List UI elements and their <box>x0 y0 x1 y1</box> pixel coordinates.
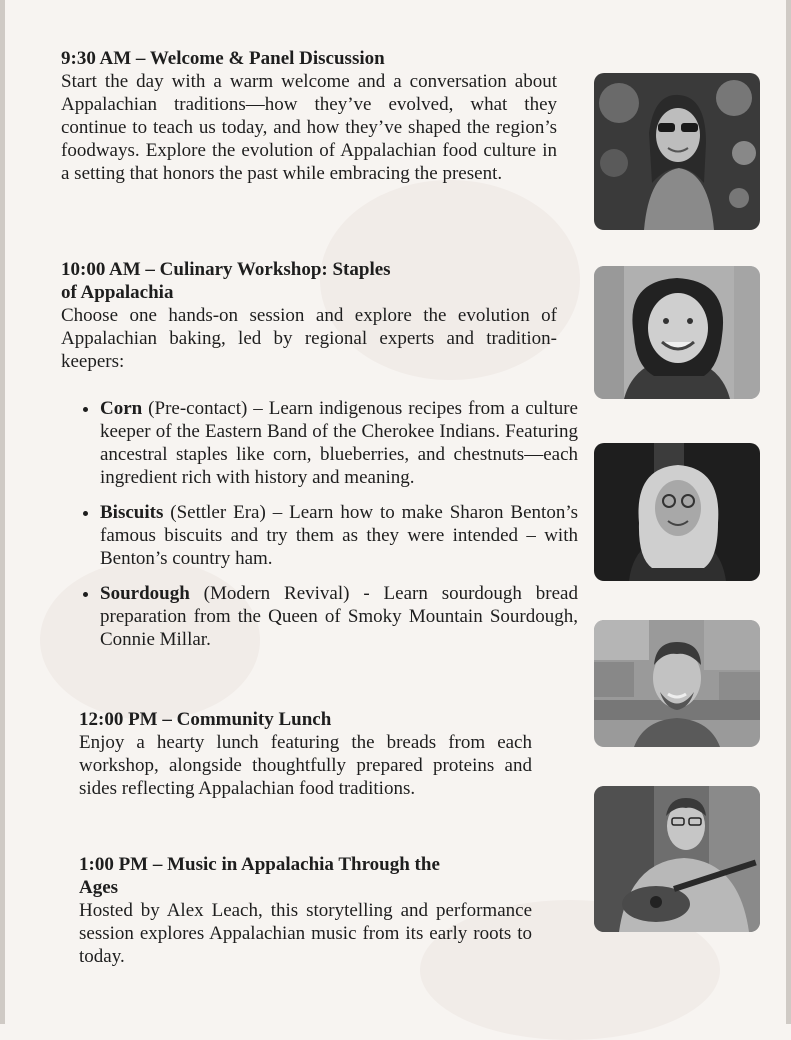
music-title-line2: Ages <box>79 877 119 898</box>
lunch-title: 12:00 PM – Community Lunch <box>79 709 332 730</box>
workshop-options-list <box>79 397 578 663</box>
workshop-section <box>61 258 557 373</box>
lunch-body: Enjoy a hearty lunch featuring the breads from each workshop, alongside thoughtfully prepared proteins and sides reflecting Appalachian food traditions. <box>79 732 532 799</box>
workshop-body: Choose one hands-on session and explore the evolution of Appalachian baking, led by regional experts and tradition-keepers: <box>61 305 557 372</box>
list-item <box>100 397 578 489</box>
list-item <box>100 501 578 570</box>
page-border-right <box>786 0 791 1024</box>
welcome-body: Start the day with a warm welcome and a conversation about Appalachian traditions—how they’ve evolved, what they continue to teach us today, and how they’ve shaped the region’s foodways. Explore the evolution of Appalachian food culture in a setting that honors the past while embracing the present. <box>61 71 557 184</box>
lunch-section <box>79 708 532 800</box>
item-name: Corn <box>100 398 143 419</box>
list-item <box>100 582 578 651</box>
item-desc: (Settler Era) – Learn how to make Sharon Benton’s famous biscuits and try them as they were intended – with Benton’s country ham. <box>100 502 578 569</box>
item-name: Biscuits <box>100 502 164 523</box>
welcome-title: 9:30 AM – Welcome & Panel Discussion <box>61 48 385 69</box>
panelist-photo-1 <box>594 73 760 230</box>
music-section <box>79 853 532 968</box>
workshop-title-line1: 10:00 AM – Culinary Workshop: Staples <box>61 259 391 280</box>
welcome-section <box>61 47 557 185</box>
music-title-line1: 1:00 PM – Music in Appalachia Through the <box>79 854 440 875</box>
item-desc: (Modern Revival) - Learn sourdough bread preparation from the Queen of Smoky Mountain Sourdough, Connie Millar. <box>100 583 578 650</box>
item-name: Sourdough <box>100 583 190 604</box>
page-border-left <box>0 0 5 1024</box>
panelist-photo-3 <box>594 443 760 581</box>
music-body: Hosted by Alex Leach, this storytelling and performance session explores Appalachian music from its early roots to today. <box>79 900 532 967</box>
workshop-title-line2: of Appalachia <box>61 282 174 303</box>
panelist-photo-2 <box>594 266 760 399</box>
item-desc: (Pre-contact) – Learn indigenous recipes from a culture keeper of the Eastern Band of the Cherokee Indians. Featuring ancestral staples like corn, blueberries, and chestnuts—each ingredient rich with history and meaning. <box>100 398 578 488</box>
panelist-photo-4 <box>594 620 760 747</box>
panelist-photo-5 <box>594 786 760 932</box>
